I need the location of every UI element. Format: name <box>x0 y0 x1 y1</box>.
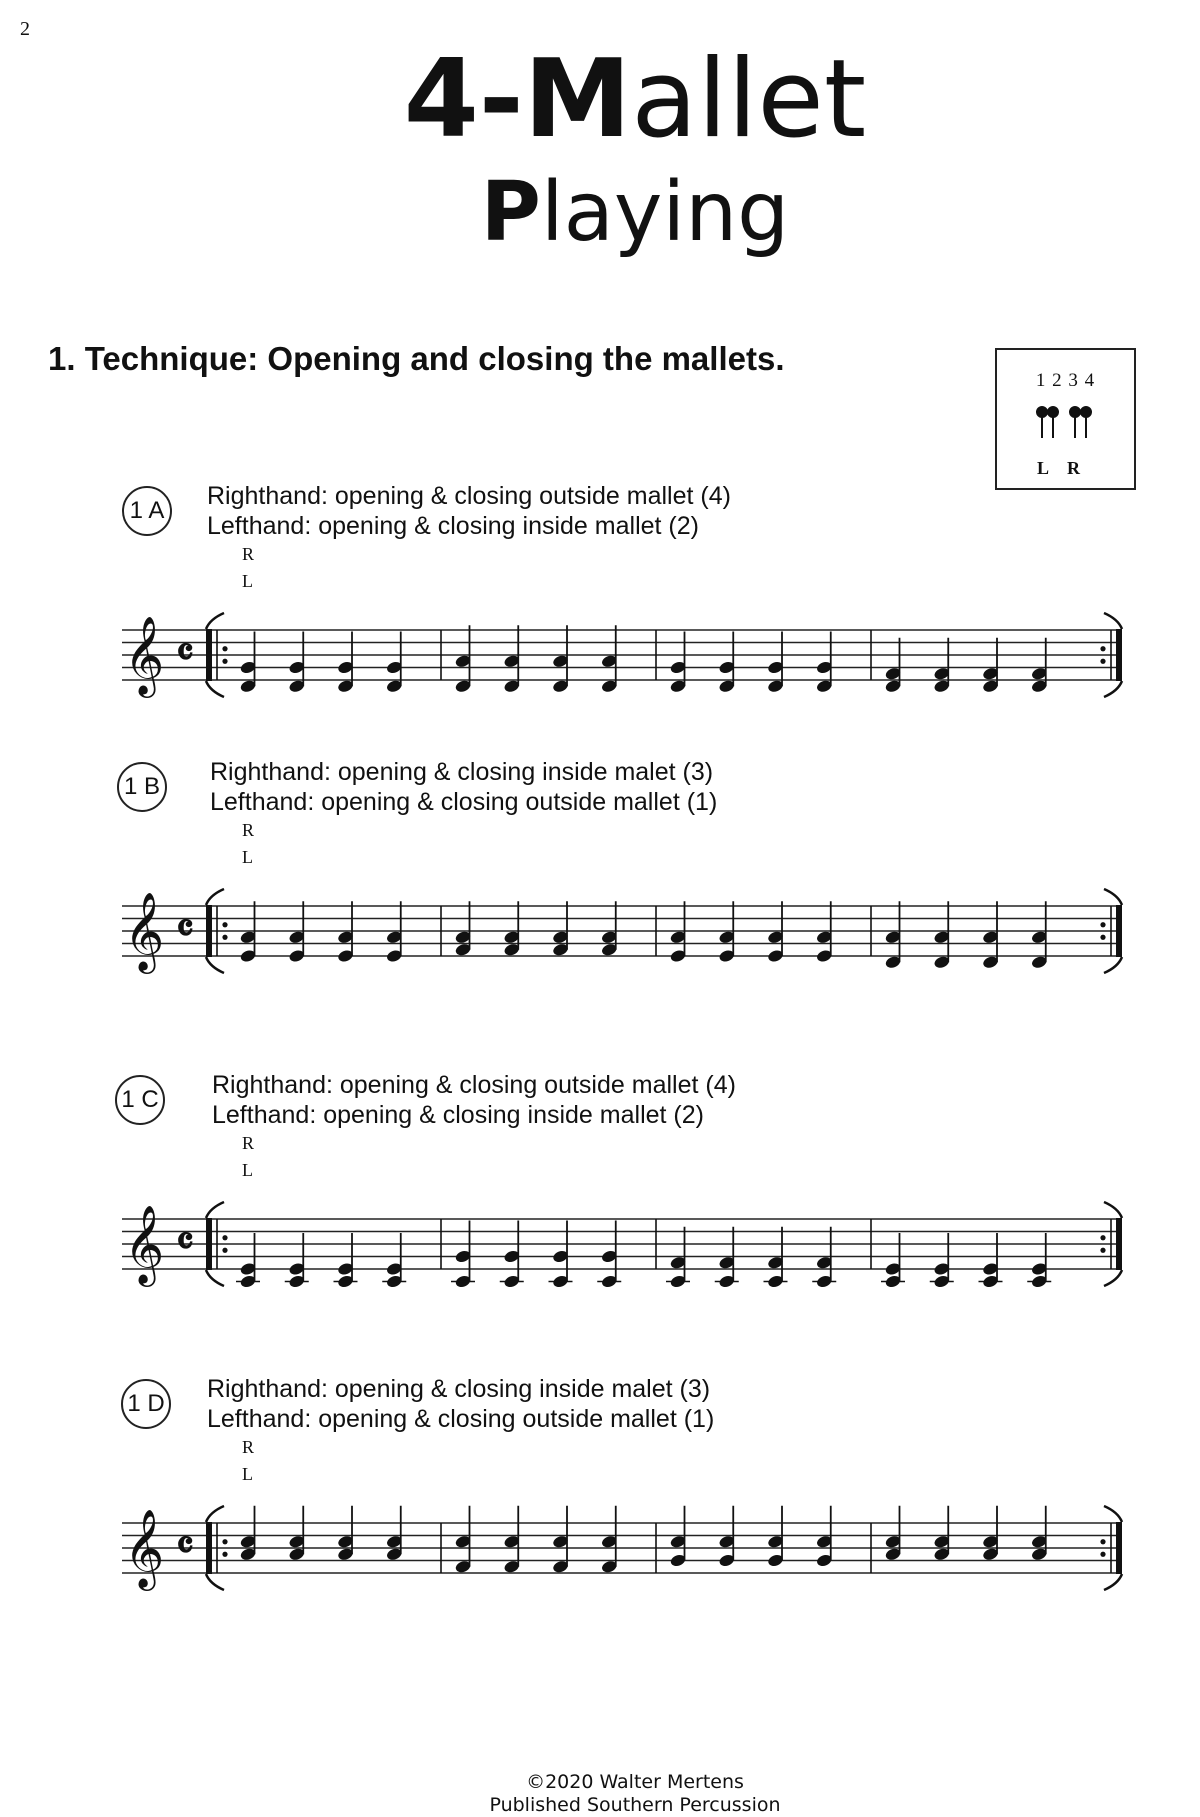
exercise-instruction-left: Lefthand: opening & closing inside mallet (2) <box>207 512 699 540</box>
title-line-1: 4-Mallet <box>403 37 867 162</box>
exercise-id: 1 A <box>122 486 172 536</box>
sticking-left: L <box>242 571 253 591</box>
repeat-bracket-top <box>1104 1202 1122 1218</box>
footer-copyright: ©2020 Walter Mertens <box>526 1771 744 1793</box>
exercise-id: 1 B <box>117 762 167 812</box>
repeat-bracket-top <box>1104 889 1122 905</box>
repeat-thick-bar <box>206 905 212 957</box>
exercise-instruction-right: Righthand: opening & closing inside malet (3) <box>210 758 714 786</box>
footer-publisher: Published Southern Percussion <box>489 1794 781 1816</box>
common-time-icon: 𝄴 <box>176 1522 194 1569</box>
exercise-instruction-left: Lefthand: opening & closing outside mallet (1) <box>207 1405 715 1433</box>
hand-labels <box>1037 458 1097 479</box>
right-hand-label: R <box>1067 458 1080 478</box>
treble-clef-icon: 𝄞 <box>124 892 165 971</box>
repeat-bracket-bottom <box>1104 1270 1122 1286</box>
repeat-dot <box>1100 935 1105 940</box>
mallets-icon <box>1035 406 1097 446</box>
page-number: 2 <box>20 18 30 40</box>
section-heading: 1. Technique: Opening and closing the mallets. <box>48 340 785 377</box>
exercise-1c <box>0 1069 1200 1329</box>
music-staff <box>0 540 1200 760</box>
repeat-thick-bar <box>1116 905 1122 957</box>
common-time-icon: 𝄴 <box>176 905 194 952</box>
repeat-bracket-top <box>1104 1506 1122 1522</box>
repeat-thick-bar <box>206 1218 212 1270</box>
mallet-numbers: 1 2 3 4 <box>1035 370 1096 391</box>
exercise-instruction-right: Righthand: opening & closing outside mallet (4) <box>212 1071 736 1099</box>
repeat-thick-bar <box>206 629 212 681</box>
sticking-right: R <box>242 820 255 840</box>
exercise-1d <box>0 1373 1200 1633</box>
treble-clef-icon: 𝄞 <box>124 1205 165 1284</box>
music-staff <box>0 1433 1200 1653</box>
repeat-dot <box>222 1552 227 1557</box>
repeat-dot <box>222 1235 227 1240</box>
repeat-bracket-top <box>206 613 224 629</box>
repeat-bracket-bottom <box>206 1574 224 1590</box>
repeat-dot <box>1100 659 1105 664</box>
treble-clef-icon: 𝄞 <box>124 616 165 695</box>
sticking-left: L <box>242 1464 253 1484</box>
left-hand-label: L <box>1037 458 1050 478</box>
sticking-left: L <box>242 1160 253 1180</box>
repeat-dot <box>222 1539 227 1544</box>
repeat-dot <box>1100 1552 1105 1557</box>
exercise-1b <box>0 756 1200 1016</box>
repeat-bracket-bottom <box>1104 957 1122 973</box>
repeat-bracket-top <box>1104 613 1122 629</box>
music-staff <box>0 816 1200 1036</box>
repeat-bracket-bottom <box>1104 1574 1122 1590</box>
repeat-bracket-bottom <box>206 957 224 973</box>
repeat-bracket-bottom <box>206 681 224 697</box>
repeat-thick-bar <box>1116 629 1122 681</box>
repeat-dot <box>1100 922 1105 927</box>
repeat-bracket-top <box>206 1202 224 1218</box>
repeat-bracket-top <box>206 1506 224 1522</box>
exercise-instruction-right: Righthand: opening & closing outside mallet (4) <box>207 482 731 510</box>
exercise-1a <box>0 480 1200 740</box>
repeat-dot <box>222 922 227 927</box>
repeat-thick-bar <box>1116 1218 1122 1270</box>
repeat-dot <box>222 1248 227 1253</box>
sticking-right: R <box>242 544 255 564</box>
mallet-grip-diagram <box>995 348 1136 490</box>
common-time-icon: 𝄴 <box>176 1218 194 1265</box>
repeat-thick-bar <box>206 1522 212 1574</box>
repeat-dot <box>222 646 227 651</box>
repeat-dot <box>222 935 227 940</box>
repeat-dot <box>1100 1248 1105 1253</box>
exercise-instruction-left: Lefthand: opening & closing inside mallet (2) <box>212 1101 704 1129</box>
treble-clef-icon: 𝄞 <box>124 1509 165 1588</box>
exercise-id: 1 D <box>121 1379 171 1429</box>
exercise-instruction-left: Lefthand: opening & closing outside mallet (1) <box>210 788 718 816</box>
common-time-icon: 𝄴 <box>176 629 194 676</box>
repeat-dot <box>1100 1235 1105 1240</box>
repeat-bracket-top <box>206 889 224 905</box>
repeat-dot <box>1100 1539 1105 1544</box>
sticking-right: R <box>242 1437 255 1457</box>
repeat-dot <box>1100 646 1105 651</box>
sticking-right: R <box>242 1133 255 1153</box>
exercise-instruction-right: Righthand: opening & closing inside malet (3) <box>207 1375 711 1403</box>
sticking-left: L <box>242 847 253 867</box>
repeat-dot <box>222 659 227 664</box>
exercise-id: 1 C <box>115 1075 165 1125</box>
repeat-bracket-bottom <box>1104 681 1122 697</box>
music-staff <box>0 1129 1200 1349</box>
repeat-bracket-bottom <box>206 1270 224 1286</box>
repeat-thick-bar <box>1116 1522 1122 1574</box>
title-line-2: Playing <box>480 165 790 260</box>
